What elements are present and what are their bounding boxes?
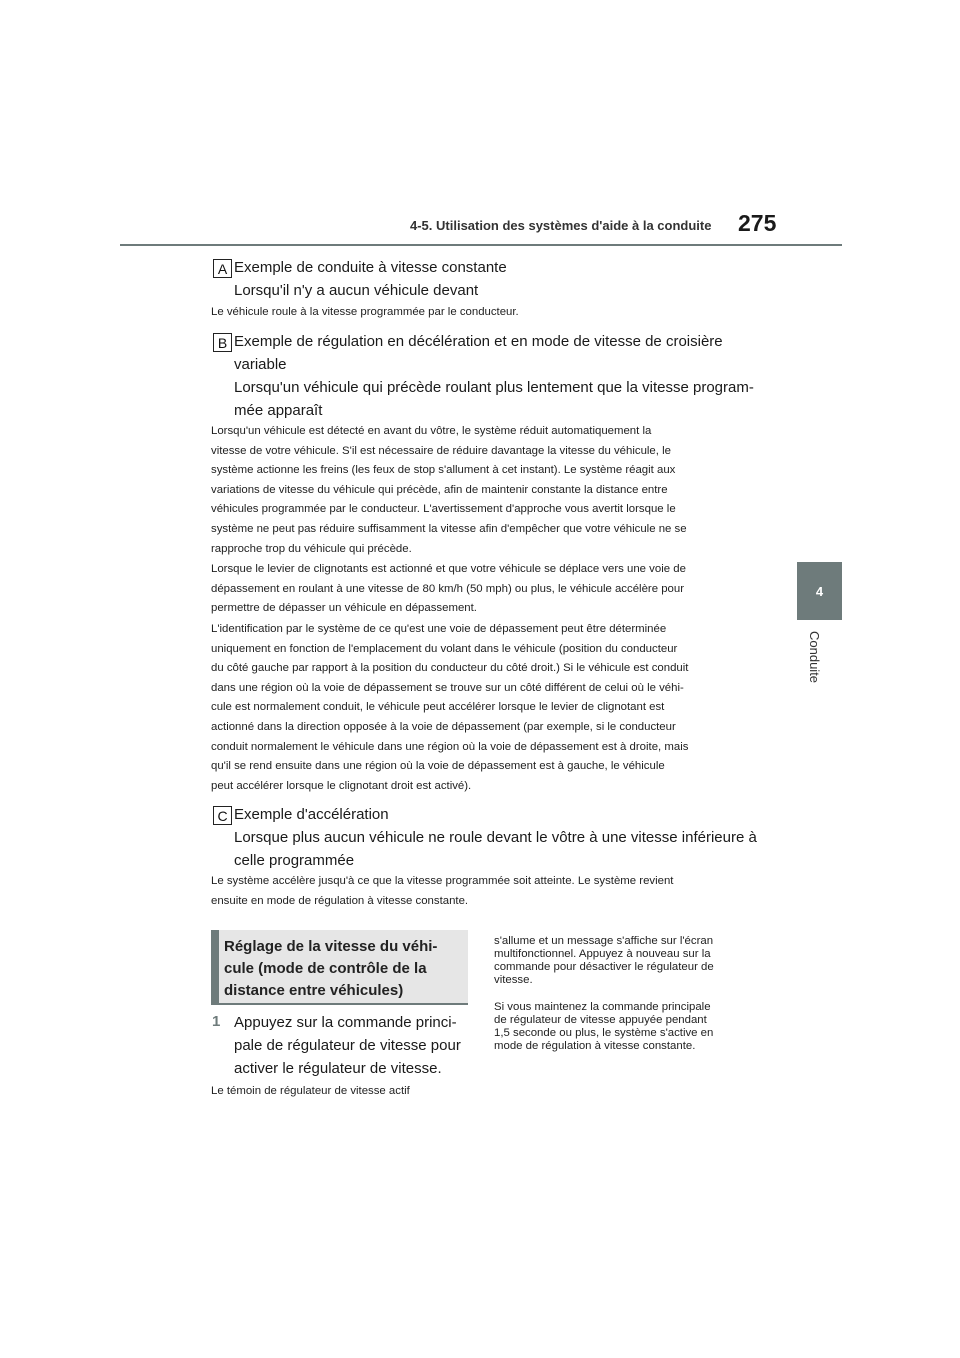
marker-b-letter: B — [217, 334, 228, 351]
section-b-line: variable — [234, 356, 287, 373]
body-line: ensuite en mode de régulation à vitesse constante. — [211, 894, 469, 907]
body-line: peut accélérer lorsque le clignotant droit est activé). — [211, 779, 472, 792]
right-line: multifonctionnel. Appuyez à nouveau sur la — [494, 948, 711, 960]
body-line: qu'il se rend ensuite dans une région où la voie de dépassement est à gauche, le véhicule — [211, 760, 665, 773]
body-line: véhicules programmée par le conducteur. L'avertissement d'approche vous avertit lorsque le — [211, 503, 676, 516]
body-line: dans une région où la voie de dépassement se trouve sur un côté différent de celui où le véhi- — [211, 681, 684, 694]
section-heading-line: distance entre véhicules) — [224, 982, 404, 999]
marker-b — [213, 333, 232, 352]
right-line: 1,5 seconde ou plus, le système s'active en — [494, 1027, 714, 1039]
body-line: permettre de dépasser un véhicule en dépassement. — [211, 602, 477, 615]
marker-c-letter: C — [217, 807, 228, 824]
section-c-line: Exemple d'accélération — [234, 806, 389, 823]
right-paragraph-2 — [494, 1001, 713, 1053]
body-line: uniquement en fonction de l'emplacement du volant dans le véhicule (position du conducteur — [211, 642, 678, 655]
body-line: L'identification par le système de ce qu'est une voie de dépassement peut être déterminée — [211, 623, 667, 635]
section-b-heading — [234, 330, 754, 422]
marker-a — [213, 259, 232, 278]
section-b-paragraph-1 — [211, 422, 687, 559]
marker-a-letter: A — [217, 260, 228, 277]
body-line: système ne peut pas réduire suffisamment la vitesse afin d'empêcher que votre véhicule ne se — [211, 522, 687, 535]
right-line: s'allume et un message s'affiche sur l'écran — [494, 935, 714, 947]
body-line: actionné dans la direction opposée à la voie de dépassement (par exemple, si le conducteur — [211, 720, 676, 733]
chapter-heading: 4-5. Utilisation des systèmes d'aide à la conduite — [410, 218, 712, 233]
body-line: dépassement en roulant à une vitesse de 80 km/h (50 mph) ou plus, le véhicule accélère pour — [211, 582, 684, 595]
body-line: variations de vitesse du véhicule qui précède, afin de maintenir constante la distance entre — [211, 483, 668, 496]
right-paragraph-1 — [494, 935, 714, 987]
body-line: Le système accélère jusqu'à ce que la vitesse programmée soit atteinte. Le système revient — [211, 875, 674, 887]
section-b-paragraph-2 — [211, 560, 686, 619]
step-note — [211, 1082, 410, 1102]
section-b-line: Lorsqu'un véhicule qui précède roulant plus lentement que la vitesse program- — [234, 379, 754, 396]
section-b-line: mée apparaît — [234, 402, 323, 419]
step-line: Appuyez sur la commande princi- — [234, 1014, 457, 1031]
section-c-heading — [234, 803, 757, 872]
header-divider — [120, 244, 842, 246]
step-line: activer le régulateur de vitesse. — [234, 1060, 442, 1077]
body-line: Lorsqu'un véhicule est détecté en avant du vôtre, le système réduit automatiquement la — [211, 425, 652, 437]
body-line: Le véhicule roule à la vitesse programmée par le conducteur. — [211, 306, 519, 318]
section-a-heading — [234, 256, 507, 302]
step-line: pale de régulateur de vitesse pour — [234, 1037, 461, 1054]
body-line: système actionne les freins (les feux de stop s'allument à cet instant). Le système réagit aux — [211, 464, 676, 477]
right-line: mode de régulation à vitesse constante. — [494, 1040, 696, 1052]
section-a-line: Exemple de conduite à vitesse constante — [234, 259, 507, 276]
section-c-body — [211, 872, 673, 911]
section-heading-line: cule (mode de contrôle de la — [224, 960, 427, 977]
section-heading-line: Réglage de la vitesse du véhi- — [224, 938, 438, 955]
body-line: conduit normalement le véhicule dans une région où la voie de dépassement est à droite, mais — [211, 740, 689, 753]
right-line: vitesse. — [494, 974, 533, 986]
body-line: Lorsque le levier de clignotants est actionné et que votre véhicule se déplace vers une voie de — [211, 563, 686, 575]
body-line: rapproche trop du véhicule qui précède. — [211, 542, 412, 555]
body-line: vitesse de votre véhicule. S'il est nécessaire de réduire davantage la vitesse du véhicule, le — [211, 444, 671, 457]
right-line: Si vous maintenez la commande principale — [494, 1001, 711, 1013]
section-heading-title — [224, 936, 437, 1002]
section-a-line: Lorsqu'il n'y a aucun véhicule devant — [234, 282, 479, 299]
step-instruction — [234, 1011, 461, 1080]
right-line: de régulateur de vitesse appuyée pendant — [494, 1014, 707, 1026]
chapter-tab-label: Conduite — [807, 631, 822, 684]
section-a-body — [211, 303, 519, 323]
section-c-line: celle programmée — [234, 852, 355, 869]
chapter-tab-number: 4 — [815, 583, 824, 599]
body-line: Le témoin de régulateur de vitesse actif — [211, 1085, 410, 1097]
chapter-tab[interactable] — [797, 562, 842, 620]
marker-c — [213, 806, 232, 825]
body-line: du côté gauche par rapport à la position du conducteur du côté droit.) Si le véhicule est conduit — [211, 662, 689, 675]
section-c-line: Lorsque plus aucun véhicule ne roule devant le vôtre à une vitesse inférieure à — [234, 829, 757, 846]
section-b-paragraph-3 — [211, 620, 688, 796]
step-number: 1 — [212, 1013, 221, 1030]
page-number: 275 — [738, 210, 777, 236]
section-b-line: Exemple de régulation en décélération et en mode de vitesse de croisière — [234, 333, 723, 350]
body-line: cule est normalement conduit, le véhicule peut accélérer lorsque le levier de clignotant est — [211, 701, 665, 714]
right-line: commande pour désactiver le régulateur de — [494, 961, 714, 973]
